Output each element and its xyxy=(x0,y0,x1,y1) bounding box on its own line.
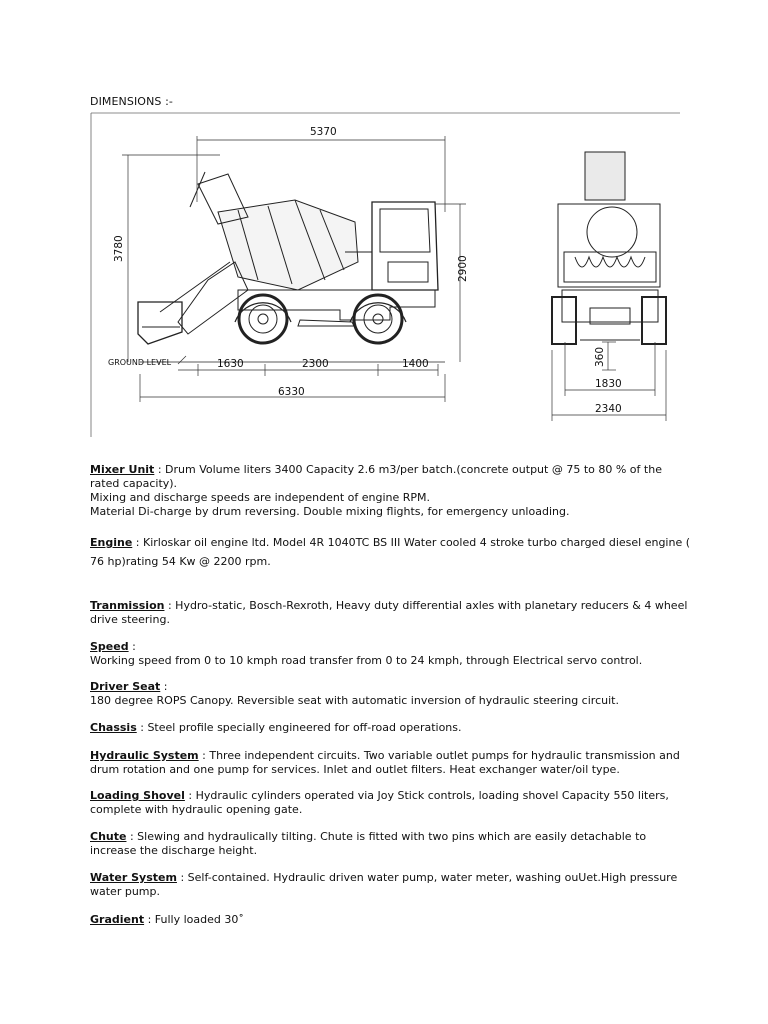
spec-title-engine: Engine xyxy=(90,536,133,549)
side-view-mixer xyxy=(138,172,445,362)
dimension-drawing xyxy=(90,112,680,437)
spec-text-gradient: : Fully loaded 30˚ xyxy=(144,913,244,926)
technical-drawing-svg xyxy=(90,112,680,437)
page-title: DIMENSIONS :- xyxy=(90,95,173,108)
spec-loading-shovel xyxy=(90,789,690,817)
spec-title-water: Water System xyxy=(90,871,177,884)
spec-gradient xyxy=(90,913,690,927)
dim-raised-height: 3780 xyxy=(113,235,125,262)
spec-text-hydraulic: : Three independent circuits. Two variable outlet pumps for hydraulic transmission and drum rotation and one pump for services. Inlet and outlet filters. Heat exchanger water/oil type. xyxy=(90,749,680,776)
spec-title-shovel: Loading Shovel xyxy=(90,789,185,802)
dim-track-width: 1830 xyxy=(595,378,622,390)
spec-title-chute: Chute xyxy=(90,830,127,843)
spec-text-mixer-2: Mixing and discharge speeds are independent of engine RPM. xyxy=(90,491,431,504)
spec-title-gradient: Gradient xyxy=(90,913,145,926)
spec-title-hydraulic: Hydraulic System xyxy=(90,749,199,762)
dim-overall-width: 2340 xyxy=(595,403,622,415)
spec-text-chassis: : Steel profile specially engineered for off-road operations. xyxy=(136,721,462,734)
spec-text-transmission: : Hydro-static, Bosch-Rexroth, Heavy duty differential axles with planetary reducers & 4 wheel drive steering. xyxy=(90,599,688,626)
front-view-mixer xyxy=(552,152,666,344)
dim-overall-length: 6330 xyxy=(278,386,305,398)
spec-text-mixer-3: Material Di-charge by drum reversing. Double mixing flights, for emergency unloading. xyxy=(90,505,570,518)
spec-chute xyxy=(90,830,690,858)
spec-title-speed: Speed xyxy=(90,640,129,653)
spec-hydraulic-system xyxy=(90,749,690,777)
spec-title-driver-seat: Driver Seat xyxy=(90,680,161,693)
spec-text-speed: Working speed from 0 to 10 kmph road transfer from 0 to 24 kmph, through Electrical servo control. xyxy=(90,654,643,667)
dim-front-overhang: 1630 xyxy=(217,358,244,370)
dim-overall-length-upper: 5370 xyxy=(310,126,337,138)
spec-speed xyxy=(90,640,690,668)
spec-text-shovel: : Hydraulic cylinders operated via Joy Stick controls, loading shovel Capacity 550 liters, complete with hydraulic opening gate. xyxy=(90,789,669,816)
spec-title-mixer: Mixer Unit xyxy=(90,463,155,476)
ground-level-label: GROUND LEVEL xyxy=(108,358,172,367)
spec-text-chute: : Slewing and hydraulically tilting. Chute is fitted with two pins which are easily detachable to increase the discharge height. xyxy=(90,830,647,857)
spec-water-system xyxy=(90,871,690,899)
spec-suffix-speed: : xyxy=(128,640,136,653)
spec-text-driver-seat: 180 degree ROPS Canopy. Reversible seat with automatic inversion of hydraulic steering circuit. xyxy=(90,694,619,707)
spec-text-mixer-1: : Drum Volume liters 3400 Capacity 2.6 m3/per batch.(concrete output @ 75 to 80 % of the rated capacity). xyxy=(90,463,662,490)
spec-text-engine: : Kirloskar oil engine ltd. Model 4R 1040TC BS III Water cooled 4 stroke turbo charged diesel engine ( 76 hp)rating 54 Kw @ 2200 rpm. xyxy=(90,536,691,568)
spec-title-transmission: Tranmission xyxy=(90,599,165,612)
dim-rear-overhang: 1400 xyxy=(402,358,429,370)
spec-transmission xyxy=(90,599,690,627)
spec-mixer-unit xyxy=(90,463,690,519)
spec-chassis xyxy=(90,721,690,735)
dim-wheelbase: 2300 xyxy=(302,358,329,370)
spec-text-water: : Self-contained. Hydraulic driven water pump, water meter, washing ouUet.High pressure water pump. xyxy=(90,871,678,898)
spec-driver-seat xyxy=(90,680,690,708)
spec-engine xyxy=(90,533,690,571)
spec-title-chassis: Chassis xyxy=(90,721,137,734)
dim-ground-clearance: 360 xyxy=(594,346,606,367)
spec-suffix-driver-seat: : xyxy=(160,680,168,693)
dim-cab-height: 2900 xyxy=(457,255,469,282)
